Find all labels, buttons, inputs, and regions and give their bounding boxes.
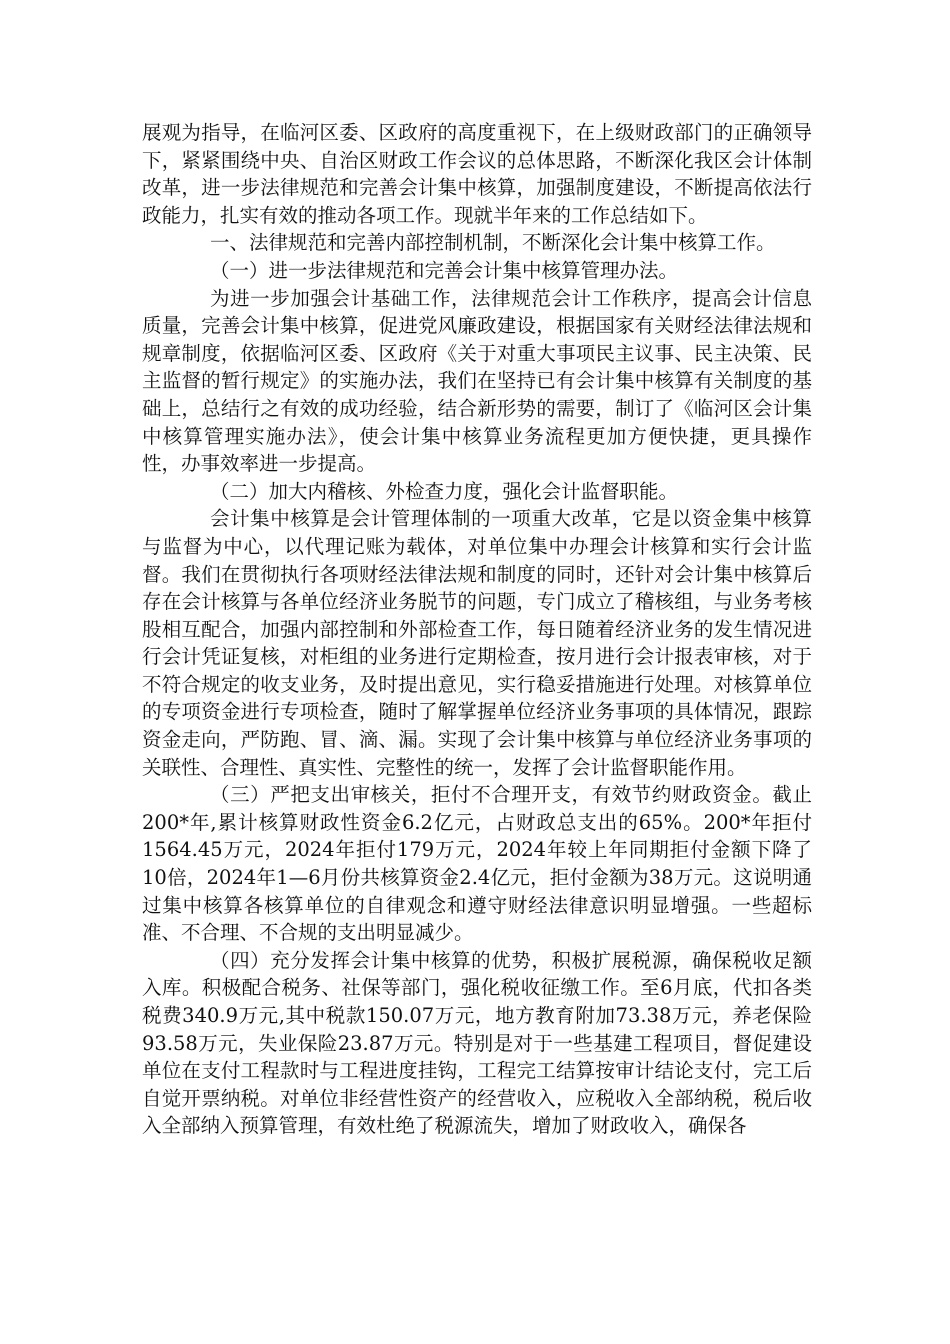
subsection-paragraph-3: （三）严把支出审核关，拒付不合理开支，有效节约财政资金。截止200*年,累计核算财政性资金6.2亿元，占财政总支出的65%。200*年拒付1564.45万元，2024年拒付179万元，2024年较上年同期拒付金额下降了10倍，2024年1—6月份共核算资金2.4亿元，拒付金额为38万元。这说明通过集中核算各核算单位的自律观念和遵守财经法律意识明显增强。一些超标准、不合理、不合规的支出明显减少。 xyxy=(142,783,812,945)
body-paragraph: 为进一步加强会计基础工作，法律规范会计工作秩序，提高会计信息质量，完善会计集中核算，促进党风廉政建设，根据国家有关财经法律法规和规章制度，依据临河区委、区政府《关于对重大事项民主议事、民主决策、民主监督的暂行规定》的实施办法，我们在坚持已有会计集中核算有关制度的基础上，总结行之有效的成功经验，结合新形势的需要，制订了《临河区会计集中核算管理实施办法》，使会计集中核算业务流程更加方便快捷，更具操作性，办事效率进一步提高。 xyxy=(142,286,812,476)
document-body xyxy=(142,119,812,1140)
body-paragraph: 会计集中核算是会计管理体制的一项重大改革，它是以资金集中核算与监督为中心，以代理记账为载体，对单位集中办理会计核算和实行会计监督。我们在贯彻执行各项财经法律法规和制度的同时，还针对会计集中核算后存在会计核算与各单位经济业务脱节的问题，专门成立了稽核组，与业务考核股相互配合，加强内部控制和外部检查工作，每日随着经济业务的发生情况进行会计凭证复核，对柜组的业务进行定期检查，按月进行会计报表审核，对于不符合规定的收支业务，及时提出意见，实行稳妥措施进行处理。对核算单位的专项资金进行专项检查，随时了解掌握单位经济业务事项的具体情况，跟踪资金走向，严防跑、冒、滴、漏。实现了会计集中核算与单位经济业务事项的关联性、合理性、真实性、完整性的统一，发挥了会计监督职能作用。 xyxy=(142,507,812,779)
subsection-heading-1: （一）进一步法律规范和完善会计集中核算管理办法。 xyxy=(210,258,679,282)
intro-paragraph: 展观为指导，在临河区委、区政府的高度重视下，在上级财政部门的正确领导下，紧紧围绕中央、自治区财政工作会议的总体思路，不断深化我区会计体制改革，进一步法律规范和完善会计集中核算，加强制度建设，不断提高依法行政能力，扎实有效的推动各项工作。现就半年来的工作总结如下。 xyxy=(142,121,812,227)
section-heading-1: 一、法律规范和完善内部控制机制，不断深化会计集中核算工作。 xyxy=(210,231,776,255)
subsection-heading-2: （二）加大内稽核、外检查力度，强化会计监督职能。 xyxy=(210,479,679,503)
subsection-paragraph-4: （四）充分发挥会计集中核算的优势，积极扩展税源，确保税收足额入库。积极配合税务、社保等部门，强化税收征缴工作。至6月底，代扣各类税费340.9万元,其中税款150.07万元，地方教育附加73.38万元，养老保险93.58万元，失业保险23.87万元。特别是对于一些基建工程项目，督促建设单位在支付工程款时与工程进度挂钩，工程完工结算按审计结论支付，完工后自觉开票纳税。对单位非经营性资产的经营收入，应税收入全部纳税，税后收入全部纳入预算管理，有效杜绝了税源流失，增加了财政收入，确保各 xyxy=(142,948,812,1138)
